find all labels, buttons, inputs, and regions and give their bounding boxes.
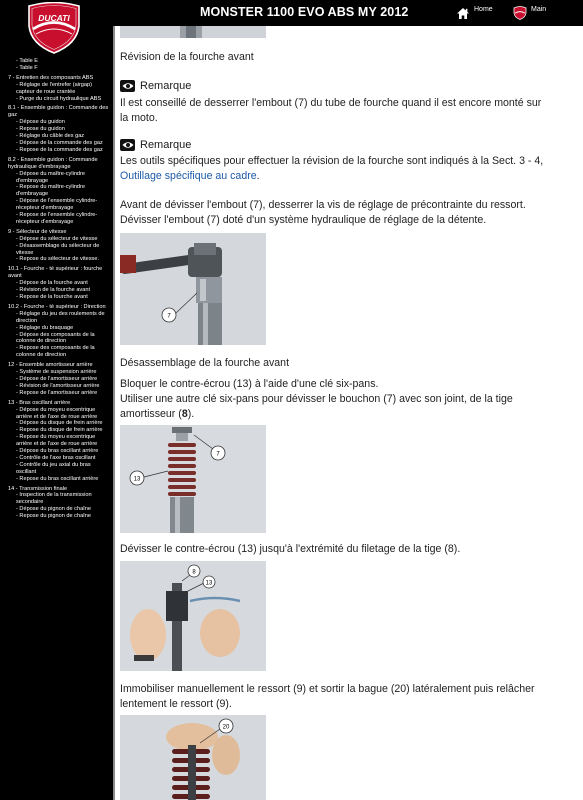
table-of-contents — [0, 58, 113, 520]
toc-label: - Dépose de la commande des gaz — [16, 139, 103, 146]
step-2-line3 — [120, 407, 194, 422]
remark-1-label: Remarque — [140, 80, 192, 92]
toc-label: - Repose du sélecteur de vitesse. — [16, 256, 100, 263]
toc-label: - Désassemblage du sélecteur de vitesse — [16, 242, 100, 256]
remark-1-text-line1: Il est conseillé de desserrer l'embout (7) du tube de fourche quand il est encore monté sur — [120, 97, 542, 109]
toc-link[interactable] — [0, 455, 113, 462]
step-2-line1: Bloquer le contre-écrou (13) à l'aide d'une clé six-pans. — [120, 378, 379, 390]
toc-link[interactable] — [0, 420, 113, 427]
step-2-line2: Utiliser une autre clé six-pans pour dévisser le bouchon (7) avec son joint, de la tige — [120, 393, 513, 405]
step-3-line1: Dévisser le contre-écrou (13) jusqu'à l'extrémité du filetage de la tige (8). — [120, 543, 461, 555]
toc-link[interactable] — [0, 332, 113, 346]
toc-label: - Réglage de l'entrefer (airgap) capteur de roue crantée — [16, 81, 93, 95]
toc-link[interactable] — [0, 147, 113, 154]
toc-label: - Dépose du guidon — [16, 119, 65, 126]
toc-link[interactable] — [0, 506, 113, 513]
step-4-line2: lentement le ressort (9). — [120, 698, 232, 710]
toc-link[interactable] — [0, 376, 113, 383]
toc-label: 10.2 - Fourche - té supérieur : Direction — [8, 303, 106, 310]
toc-link[interactable] — [0, 345, 113, 359]
toc-section[interactable] — [0, 157, 113, 171]
toc-label: 12 - Ensemble amortisseur arrière — [8, 362, 93, 369]
toc-section[interactable] — [0, 105, 113, 119]
toc-link[interactable] — [0, 236, 113, 243]
toc-label: - Dépose de l'ensemble cylindre-récepteur d'embrayage — [16, 198, 98, 212]
figure-2-photo — [120, 425, 266, 533]
toc-link[interactable] — [0, 407, 113, 421]
toc-label: - Repose de l'amortisseur arrière — [16, 389, 98, 396]
ducati-logo[interactable] — [26, 2, 82, 54]
toc-label: 8.1 - Ensemble guidon : Commande des gaz — [8, 105, 109, 119]
toc-link[interactable] — [0, 126, 113, 133]
toc-link[interactable] — [0, 82, 113, 96]
toc-label: 14 - Transmission finale — [8, 485, 68, 492]
toc-link[interactable] — [0, 513, 113, 520]
toc-link[interactable] — [0, 140, 113, 147]
toc-link[interactable] — [0, 462, 113, 476]
toc-label: - Révision de l'amortisseur arrière — [16, 382, 100, 389]
section-title: Révision de la fourche avant — [120, 51, 254, 63]
toc-label: - Repose des composants de la colonne de direction — [16, 345, 95, 359]
toc-label: 8.2 - Ensemble guidon : Commande hydraulique d'embrayage — [8, 156, 98, 170]
toc-link[interactable] — [0, 58, 113, 65]
toc-link[interactable] — [0, 212, 113, 226]
step-2-line3c: ). — [187, 408, 195, 420]
toc-label: - Repose de la fourche avant — [16, 294, 88, 300]
main-button[interactable] — [513, 3, 546, 23]
callout-7: 7 — [216, 451, 220, 458]
toc-label: - Révision de la fourche avant — [16, 287, 91, 294]
home-button[interactable] — [456, 3, 493, 23]
toc-link[interactable] — [0, 287, 113, 294]
toc-label: 9 - Sélecteur de vitesse — [8, 228, 67, 235]
toc-section[interactable] — [0, 362, 113, 369]
toc-section[interactable] — [0, 304, 113, 311]
tooling-link[interactable]: Outillage spécifique au cadre — [120, 170, 257, 182]
toc-section[interactable] — [0, 486, 113, 493]
disassembly-title: Désassemblage de la fourche avant — [120, 357, 290, 369]
toc-link[interactable] — [0, 198, 113, 212]
toc-label: - Dépose du maître-cylindre d'embrayage — [16, 170, 86, 184]
step-2-bold-ref: 8 — [181, 408, 188, 420]
toc-link[interactable] — [0, 427, 113, 434]
toc-label: - Dépose du sélecteur de vitesse — [16, 235, 98, 242]
toc-link[interactable] — [0, 369, 113, 376]
callout-13: 13 — [205, 580, 213, 587]
toc-link[interactable] — [0, 171, 113, 185]
sidebar-divider — [113, 26, 115, 800]
toc-label: - Repose du disque de frein arrière — [16, 427, 103, 434]
toc-link[interactable] — [0, 448, 113, 455]
toc-link[interactable] — [0, 325, 113, 332]
toc-label: - Contrôle du jeu axial du bras oscillant — [16, 461, 91, 475]
main-label: Main — [531, 5, 547, 13]
toc-label: - Repose du maître-cylindre d'embrayage — [16, 184, 86, 198]
toc-link[interactable] — [0, 96, 113, 103]
callout-20: 20 — [222, 724, 230, 731]
toc-label: - Repose du pignon de chaîne — [16, 513, 91, 520]
toc-link[interactable] — [0, 65, 113, 72]
figure-top-cropped — [120, 26, 266, 38]
toc-label: 13 - Bras oscillant arrière — [8, 399, 71, 406]
link-period: . — [256, 170, 260, 182]
toc-label: - Réglage du jeu des roulements de direction — [16, 310, 105, 324]
toc-label: - Repose du guidon — [16, 126, 65, 133]
toc-label: - Repose de la commande des gaz — [16, 146, 103, 153]
home-icon — [456, 7, 470, 20]
toc-link[interactable] — [0, 294, 113, 301]
toc-label: - Dépose du pignon de chaîne — [16, 506, 91, 513]
toc-link[interactable] — [0, 383, 113, 390]
toc-label: - Dépose de la fourche avant — [16, 280, 88, 287]
toc-label: - Réglage du câble des gaz — [16, 133, 85, 140]
figure-3-photo — [120, 561, 266, 671]
step-1-line2: Dévisser l'embout (7) doté d'un système hydraulique de réglage de la détente. — [120, 214, 487, 226]
toc-label: - Dépose du moyeu excentrique arrière et de l'axe de roue arrière — [16, 406, 98, 420]
toc-link[interactable] — [0, 434, 113, 448]
ducati-shield-icon — [513, 6, 527, 20]
home-label: Home — [474, 5, 493, 13]
remark-2-label: Remarque — [140, 139, 192, 151]
toc-link[interactable] — [0, 119, 113, 126]
toc-label: - Repose de l'ensemble cylindre-récepteur d'embrayage — [16, 212, 98, 225]
toc-link[interactable] — [0, 133, 113, 140]
sidebar — [0, 26, 113, 800]
callout-7: 7 — [167, 313, 171, 320]
toc-link[interactable] — [0, 390, 113, 397]
toc-link[interactable] — [0, 311, 113, 325]
remark-2-text-line2 — [120, 169, 260, 184]
eye-icon — [120, 80, 135, 92]
step-4-line1: Immobiliser manuellement le ressort (9) et sortir la bague (20) latéralement puis relâcher — [120, 683, 535, 695]
toc-label: - Dépose de l'amortisseur arrière — [16, 375, 98, 382]
toc-link[interactable] — [0, 280, 113, 287]
toc-label: 7 - Entretien des composants ABS — [8, 74, 94, 81]
step-1-line1: Avant de dévisser l'embout (7), desserrer la vis de réglage de précontrainte du ressort. — [120, 199, 526, 211]
toc-label: - Repose du bras oscillant arrière — [16, 475, 99, 482]
toc-link[interactable] — [0, 476, 113, 483]
toc-link[interactable] — [0, 184, 113, 198]
remark-1-text-line2: la moto. — [120, 112, 158, 124]
remark-2-text-line1: Les outils spécifiques pour effectuer la révision de la fourche sont indiqués à la Sect. 3 - 4, — [120, 155, 544, 167]
logo-text: DUCATI — [38, 13, 70, 23]
toc-label: - Repose du moyeu excentrique arrière et de l'axe de roue arrière — [16, 434, 98, 448]
toc-label: - Dépose du disque de frein arrière — [16, 420, 103, 427]
toc-label: 10.1 - Fourche - té supérieur : fourche avant — [8, 266, 103, 280]
toc-section[interactable] — [0, 400, 113, 407]
callout-13: 13 — [133, 476, 141, 483]
toc-label: - Inspection de la transmission secondaire — [16, 492, 92, 506]
step-2-line3a: amortisseur ( — [120, 408, 182, 420]
toc-label: - Table F — [16, 64, 38, 71]
figure-1-photo — [120, 233, 266, 345]
toc-link[interactable] — [0, 256, 113, 263]
main-content — [120, 26, 580, 800]
toc-link[interactable] — [0, 243, 113, 257]
toc-link[interactable] — [0, 492, 113, 506]
toc-section[interactable] — [0, 266, 113, 280]
toc-label: - Système de suspension arrière — [16, 369, 97, 376]
page-title: MONSTER 1100 EVO ABS MY 2012 — [200, 5, 409, 19]
remark-2-heading — [120, 139, 191, 151]
toc-label: - Table E — [16, 58, 38, 64]
callout-8: 8 — [192, 569, 196, 576]
top-bar — [0, 0, 583, 26]
toc-label: - Contrôle de l'axe bras oscillant — [16, 454, 96, 461]
eye-icon — [120, 139, 135, 151]
toc-label: - Dépose du bras oscillant arrière — [16, 448, 99, 455]
toc-section[interactable] — [0, 75, 113, 82]
remark-1-heading — [120, 80, 191, 92]
figure-4-photo — [120, 715, 266, 800]
toc-section[interactable] — [0, 229, 113, 236]
toc-label: - Dépose des composants de la colonne de direction — [16, 331, 95, 345]
toc-label: - Purge du circuit hydraulique ABS — [16, 95, 102, 102]
toc-label: - Réglage du braquage — [16, 324, 74, 331]
